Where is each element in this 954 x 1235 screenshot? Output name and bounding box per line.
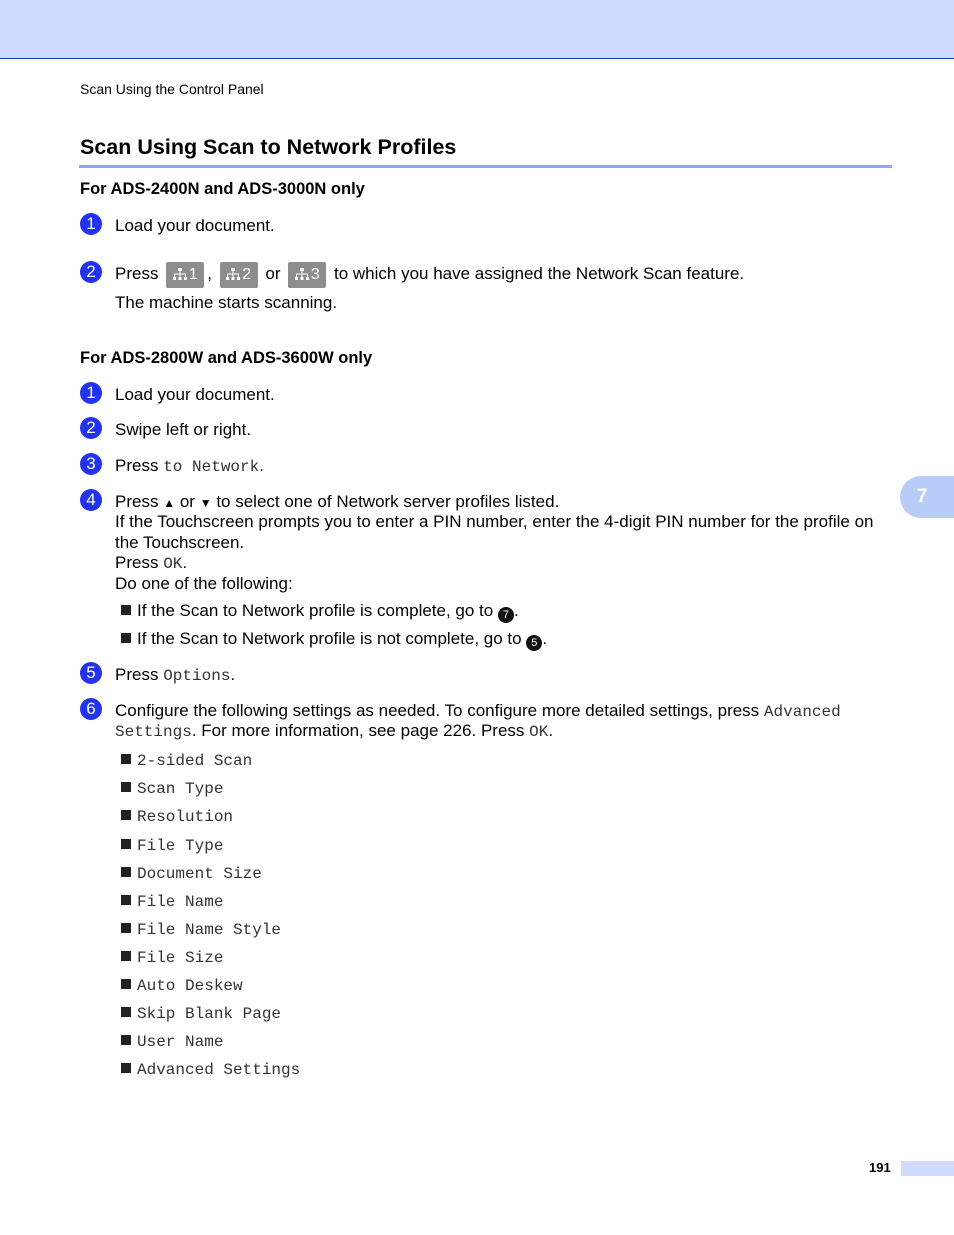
- step-text: Press OK.: [115, 553, 188, 573]
- step-text: Press Options.: [115, 665, 236, 685]
- step-text: the Touchscreen.: [115, 533, 245, 552]
- option-item: Resolution: [121, 806, 233, 826]
- network-shortcut-button-3[interactable]: 3: [288, 262, 326, 288]
- step-text: If the Touchscreen prompts you to enter a PIN number, enter the 4-digit PIN number for the profile on: [115, 512, 874, 531]
- option-item: File Type: [121, 835, 223, 855]
- option-item: File Name: [121, 891, 223, 911]
- step-text: [115, 259, 744, 288]
- page-title: Scan Using Scan to Network Profiles: [80, 135, 457, 159]
- step-number-2: 2: [80, 261, 102, 283]
- or-text: or: [265, 264, 281, 283]
- option-item: Auto Deskew: [121, 975, 243, 995]
- header-band: [0, 0, 954, 59]
- option-item: Skip Blank Page: [121, 1003, 281, 1023]
- step-text: Configure the following settings as needed. To configure more detailed settings, press Advanced: [115, 701, 841, 721]
- step-text: Load your document.: [115, 216, 275, 235]
- press-label: Press: [115, 264, 159, 283]
- option-item: File Name Style: [121, 919, 281, 939]
- to-network-code: to Network: [163, 458, 260, 476]
- network-icon: [173, 268, 187, 280]
- step-text: Load your document.: [115, 385, 275, 404]
- step-number-1: 1: [80, 213, 102, 235]
- settings-code: Settings: [115, 723, 192, 741]
- up-arrow-icon: ▲: [163, 496, 176, 510]
- option-item: Document Size: [121, 863, 262, 883]
- step-text: Settings. For more information, see page 226. Press OK.: [115, 721, 554, 741]
- option-item: 2-sided Scan: [121, 750, 252, 770]
- section-heading-2: For ADS-2800W and ADS-3600W only: [80, 349, 373, 367]
- step-number-5: 5: [80, 662, 102, 684]
- step-subtext: The machine starts scanning.: [115, 293, 338, 312]
- option-item: Scan Type: [121, 778, 223, 798]
- step-text: Do one of the following:: [115, 574, 293, 593]
- chapter-tab[interactable]: 7: [900, 476, 954, 518]
- page-number: 191: [869, 1160, 891, 1175]
- step-text: Press ▲ or ▼ to select one of Network server profiles listed.: [115, 492, 560, 511]
- option-item: User Name: [121, 1031, 223, 1051]
- options-code: Options: [163, 667, 231, 685]
- bullet-item: If the Scan to Network profile is not complete, go to 5 .: [121, 629, 547, 651]
- step-number-6: 6: [80, 698, 102, 720]
- breadcrumb: Scan Using the Control Panel: [80, 81, 264, 97]
- step-tail-text: to which you have assigned the Network Scan feature.: [334, 264, 745, 283]
- section-heading-1: For ADS-2400N and ADS-3000N only: [80, 180, 365, 198]
- network-shortcut-button-1[interactable]: 1: [166, 262, 204, 288]
- step-text: Swipe left or right.: [115, 420, 252, 439]
- step-number-2: 2: [80, 417, 102, 439]
- ok-code: OK: [529, 723, 549, 741]
- bullet-item: If the Scan to Network profile is complete, go to 7 .: [121, 601, 519, 623]
- comma: ,: [207, 264, 212, 283]
- advanced-code: Advanced: [763, 703, 841, 721]
- page-number-bar: [901, 1161, 954, 1176]
- network-icon: [226, 268, 240, 280]
- network-icon: [295, 268, 309, 280]
- step-number-3: 3: [80, 453, 102, 475]
- step-number-1: 1: [80, 382, 102, 404]
- down-arrow-icon: ▼: [199, 496, 212, 510]
- step-ref-7[interactable]: 7: [498, 607, 514, 623]
- ok-code: OK: [163, 555, 183, 573]
- option-item: File Size: [121, 947, 223, 967]
- option-item: Advanced Settings: [121, 1059, 300, 1079]
- step-text: Press to Network.: [115, 456, 264, 476]
- step-ref-5[interactable]: 5: [526, 635, 542, 651]
- title-rule: [79, 165, 892, 168]
- step-number-4: 4: [80, 489, 102, 511]
- network-shortcut-button-2[interactable]: 2: [220, 262, 258, 288]
